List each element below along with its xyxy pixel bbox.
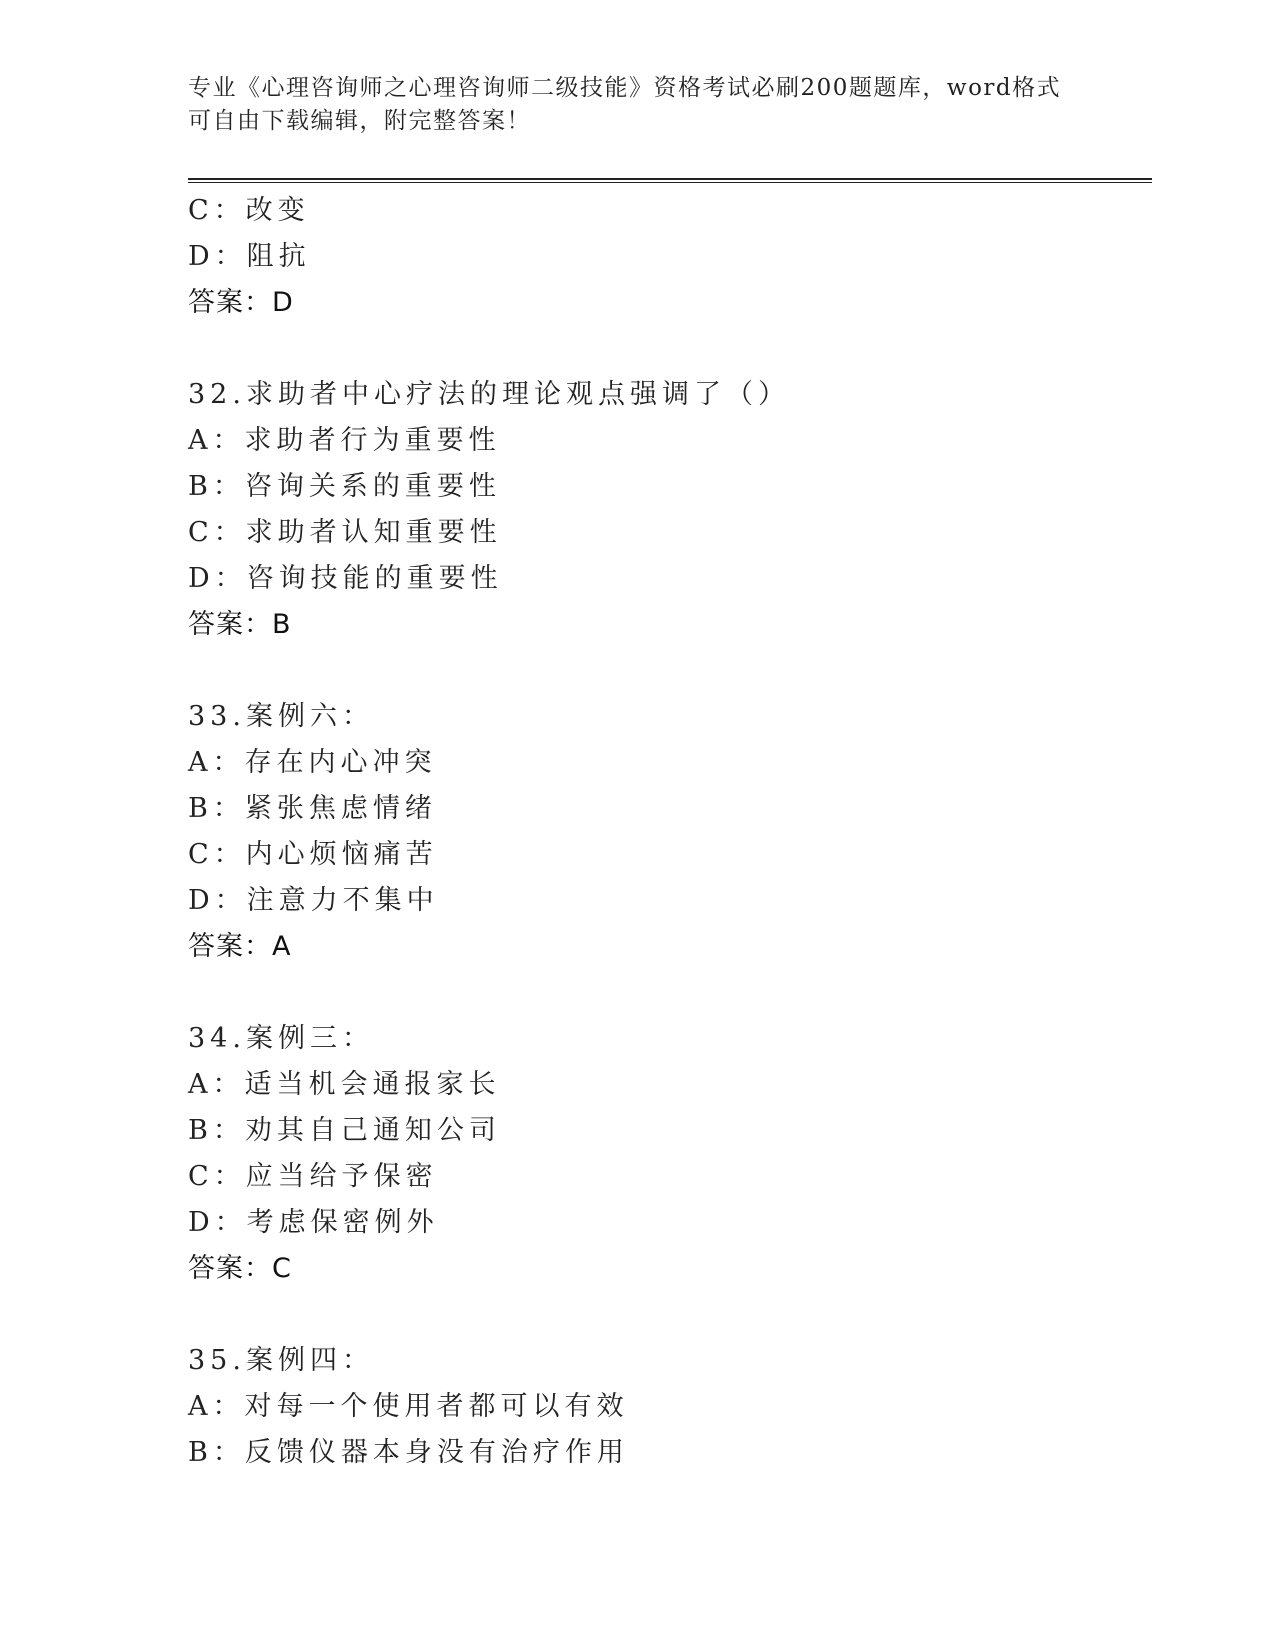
spacer [188,648,1148,694]
option-c: C：改变 [188,195,310,226]
header-divider-thin [188,182,1152,183]
option-d: D：阻抗 [188,241,311,272]
option-c: C：求助者认知重要性 [188,517,502,548]
option-a: A：存在内心冲突 [188,747,437,778]
question-list [188,188,1148,1476]
spacer [188,326,1148,372]
header-line-2: 可自由下载编辑，附完整答案！ [188,108,531,134]
answer-line: 答案：A [188,931,292,962]
option-d: D：考虑保密例外 [188,1207,439,1238]
option-c: C：内心烦恼痛苦 [188,839,438,870]
option-b: B：咨询关系的重要性 [188,471,501,502]
header-line-1: 专业《心理咨询师之心理咨询师二级技能》资格考试必刷200题题库，word格式 [188,75,1062,101]
question-stem: 35.案例四： [188,1345,374,1376]
spacer [188,1292,1148,1338]
question-stem: 33.案例六： [188,701,374,732]
option-b: B：反馈仪器本身没有治疗作用 [188,1437,629,1468]
question-stem: 32.求助者中心疗法的理论观点强调了（） [188,379,790,410]
option-b: B：紧张焦虑情绪 [188,793,437,824]
option-a: A：适当机会通报家长 [188,1069,501,1100]
option-c: C：应当给予保密 [188,1161,438,1192]
header-divider [188,178,1152,180]
document-header [188,72,1088,138]
answer-line: 答案：B [188,609,292,640]
option-d: D：咨询技能的重要性 [188,563,503,594]
option-a: A：对每一个使用者都可以有效 [188,1391,629,1422]
option-b: B：劝其自己通知公司 [188,1115,501,1146]
option-a: A：求助者行为重要性 [188,425,501,456]
answer-line: 答案：D [188,287,294,318]
question-stem: 34.案例三： [188,1023,374,1054]
answer-line: 答案：C [188,1253,292,1284]
spacer [188,970,1148,1016]
option-d: D：注意力不集中 [188,885,439,916]
